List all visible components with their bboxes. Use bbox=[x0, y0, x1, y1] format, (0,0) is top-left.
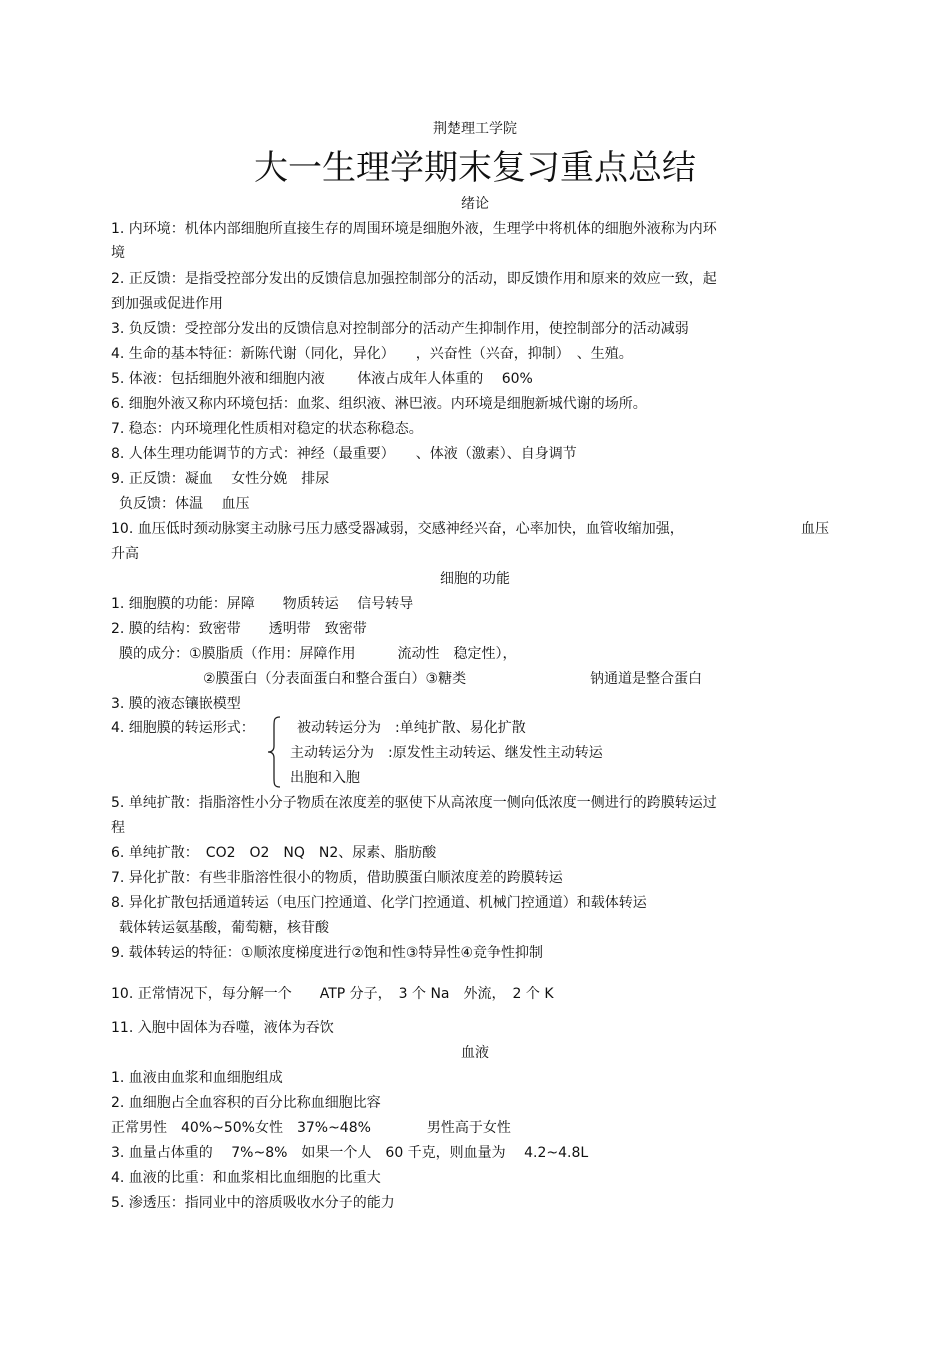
cell-item-5: 5. 单纯扩散：指脂溶性小分子物质在浓度差的驱使下从高浓度一侧向低浓度一侧进行的跨膜转运过 bbox=[111, 795, 717, 811]
intro-item-10: 10. 血压低时颈动脉窦主动脉弓压力感受器减弱，交感神经兴奋，心率加快，血管收缩加强， bbox=[111, 521, 684, 537]
intro-item-3: 3. 负反馈：受控部分发出的反馈信息对控制部分的活动产生抑制作用，使控制部分的活动减弱 bbox=[111, 321, 689, 337]
cell-item-9: 9. 载体转运的特征：①顺浓度梯度进行②饱和性③特异性④竞争性抑制 bbox=[111, 945, 544, 961]
blood-item-2-normal: 正常男性 40%~50%女性 37%~48% 男性高于女性 bbox=[111, 1120, 511, 1136]
cell-item-2-right: 钠通道是整合蛋白 bbox=[590, 671, 702, 687]
transport-passive: 被动转运分为 :单纯扩散、易化扩散 bbox=[297, 720, 526, 736]
cell-item-10: 10. 正常情况下，每分解一个 ATP 分子， 3 个 Na 外流， 2 个 K bbox=[111, 986, 554, 1002]
intro-item-1: 1. 内环境：机体内部细胞所直接生存的周围环境是细胞外液，生理学中将机体的细胞外液称为内环 bbox=[111, 221, 717, 237]
intro-item-4: 4. 生命的基本特征：新陈代谢（同化，异化） ，兴奋性（兴奋，抑制） 、生殖。 bbox=[111, 346, 633, 362]
intro-item-2: 2. 正反馈：是指受控部分发出的反馈信息加强控制部分的活动，即反馈作用和原来的效应一致，起 bbox=[111, 271, 717, 287]
cell-item-3: 3. 膜的液态镶嵌模型 bbox=[111, 696, 241, 712]
cell-item-8: 8. 异化扩散包括通道转运（电压门控通道、化学门控通道、机械门控通道）和载体转运 bbox=[111, 895, 647, 911]
cell-item-7: 7. 异化扩散：有些非脂溶性很小的物质，借助膜蛋白顺浓度差的跨膜转运 bbox=[111, 870, 563, 886]
intro-item-9: 9. 正反馈：凝血 女性分娩 排尿 bbox=[111, 471, 330, 487]
transport-exocytosis: 出胞和入胞 bbox=[290, 770, 360, 786]
intro-item-2-cont: 到加强或促进作用 bbox=[111, 296, 223, 312]
intro-item-10-cont: 升高 bbox=[111, 546, 139, 562]
cell-item-11: 11. 入胞中固体为吞噬，液体为吞饮 bbox=[111, 1020, 334, 1036]
section-heading-cell: 细胞的功能 bbox=[440, 571, 510, 587]
intro-item-6: 6. 细胞外液又称内环境包括：血浆、组织液、淋巴液。内环境是细胞新城代谢的场所。 bbox=[111, 396, 647, 412]
blood-item-2: 2. 血细胞占全血容积的百分比称血细胞比容 bbox=[111, 1095, 381, 1111]
section-heading-intro: 绪论 bbox=[461, 196, 489, 212]
document-title: 大一生理学期末复习重点总结 bbox=[254, 148, 696, 188]
blood-item-5: 5. 渗透压：指同业中的溶质吸收水分子的能力 bbox=[111, 1195, 395, 1211]
cell-item-2-protein: ②膜蛋白（分表面蛋白和整合蛋白）③糖类 bbox=[203, 671, 467, 687]
cell-item-6: 6. 单纯扩散： CO2 O2 NQ N2、尿素、脂肪酸 bbox=[111, 845, 437, 861]
cell-item-2: 2. 膜的结构：致密带 透明带 致密带 bbox=[111, 621, 367, 637]
cell-item-4: 4. 细胞膜的转运形式： bbox=[111, 720, 255, 736]
cell-item-2-composition: 膜的成分：①膜脂质（作用：屏障作用 流动性 稳定性）， bbox=[119, 646, 517, 662]
intro-item-10-right: 血压 bbox=[801, 521, 829, 537]
intro-item-9-negative: 负反馈：体温 血压 bbox=[119, 496, 250, 512]
blood-item-1: 1. 血液由血浆和血细胞组成 bbox=[111, 1070, 283, 1086]
cell-item-1: 1. 细胞膜的功能：屏障 物质转运 信号转导 bbox=[111, 596, 414, 612]
brace-icon bbox=[266, 716, 282, 788]
cell-item-8-carrier: 载体转运氨基酸，葡萄糖，核苷酸 bbox=[119, 920, 329, 936]
intro-item-1-cont: 境 bbox=[111, 245, 125, 261]
intro-item-8: 8. 人体生理功能调节的方式：神经（最重要） 、体液（激素）、自身调节 bbox=[111, 446, 577, 462]
cell-item-5-cont: 程 bbox=[111, 820, 125, 836]
transport-active: 主动转运分为 :原发性主动转运、继发性主动转运 bbox=[290, 745, 603, 761]
intro-item-5: 5. 体液：包括细胞外液和细胞内液 体液占成年人体重的 60% bbox=[111, 371, 533, 387]
intro-item-7: 7. 稳态：内环境理化性质相对稳定的状态称稳态。 bbox=[111, 421, 423, 437]
section-heading-blood: 血液 bbox=[461, 1045, 489, 1061]
blood-item-4: 4. 血液的比重：和血浆相比血细胞的比重大 bbox=[111, 1170, 381, 1186]
institution-name: 荆楚理工学院 bbox=[433, 121, 517, 137]
blood-item-3: 3. 血量占体重的 7%~8% 如果一个人 60 千克，则血量为 4.2~4.8L bbox=[111, 1145, 589, 1161]
